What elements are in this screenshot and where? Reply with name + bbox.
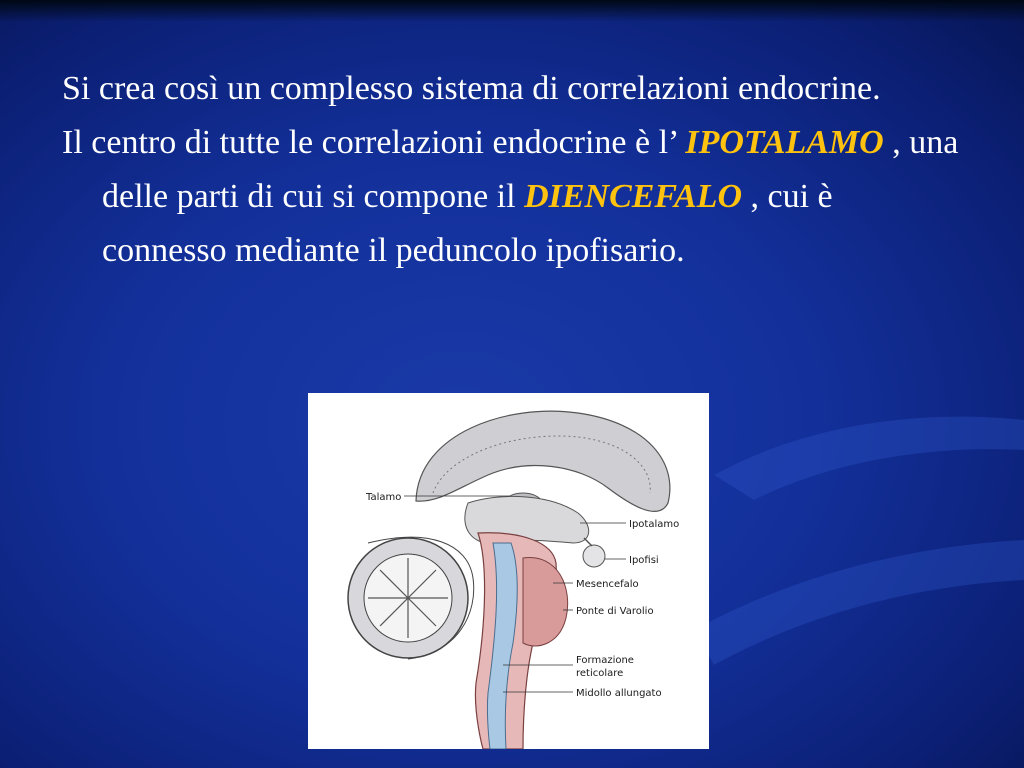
label-talamo: Talamo [366, 492, 402, 503]
ponte-shape [523, 558, 568, 646]
peduncolo-ipofisario [584, 538, 592, 546]
text-part-3: , cui è connesso mediante il peduncolo ipofisario. [102, 178, 833, 269]
label-formazione-1: Formazione [576, 655, 634, 666]
label-ipofisi: Ipofisi [629, 555, 659, 566]
background-swoosh [694, 380, 1024, 760]
label-mesencefalo: Mesencefalo [576, 579, 639, 590]
slide-body [62, 62, 962, 278]
paragraph-intro: Si crea così un complesso sistema di correlazioni endocrine. [62, 70, 881, 107]
paragraph-ipotalamo [62, 116, 962, 278]
text-part-1: Il centro di tutte le correlazioni endocrine è l’ [62, 124, 686, 161]
top-dark-band [0, 0, 1024, 22]
label-ponte: Ponte di Varolio [576, 606, 654, 617]
brain-diagram [308, 393, 709, 749]
text-part-2: , una delle parti di cui si compone il [102, 124, 959, 215]
label-ipotalamo: Ipotalamo [629, 519, 680, 530]
label-midollo: Midollo allungato [576, 688, 662, 699]
keyword-diencefalo: DIENCEFALO [524, 178, 742, 215]
keyword-ipotalamo: IPOTALAMO [685, 124, 884, 161]
label-formazione-2: reticolare [576, 668, 624, 679]
arbor-vitae [368, 558, 448, 638]
ipofisi-shape [583, 545, 605, 567]
brain-diagram-svg [308, 393, 709, 749]
